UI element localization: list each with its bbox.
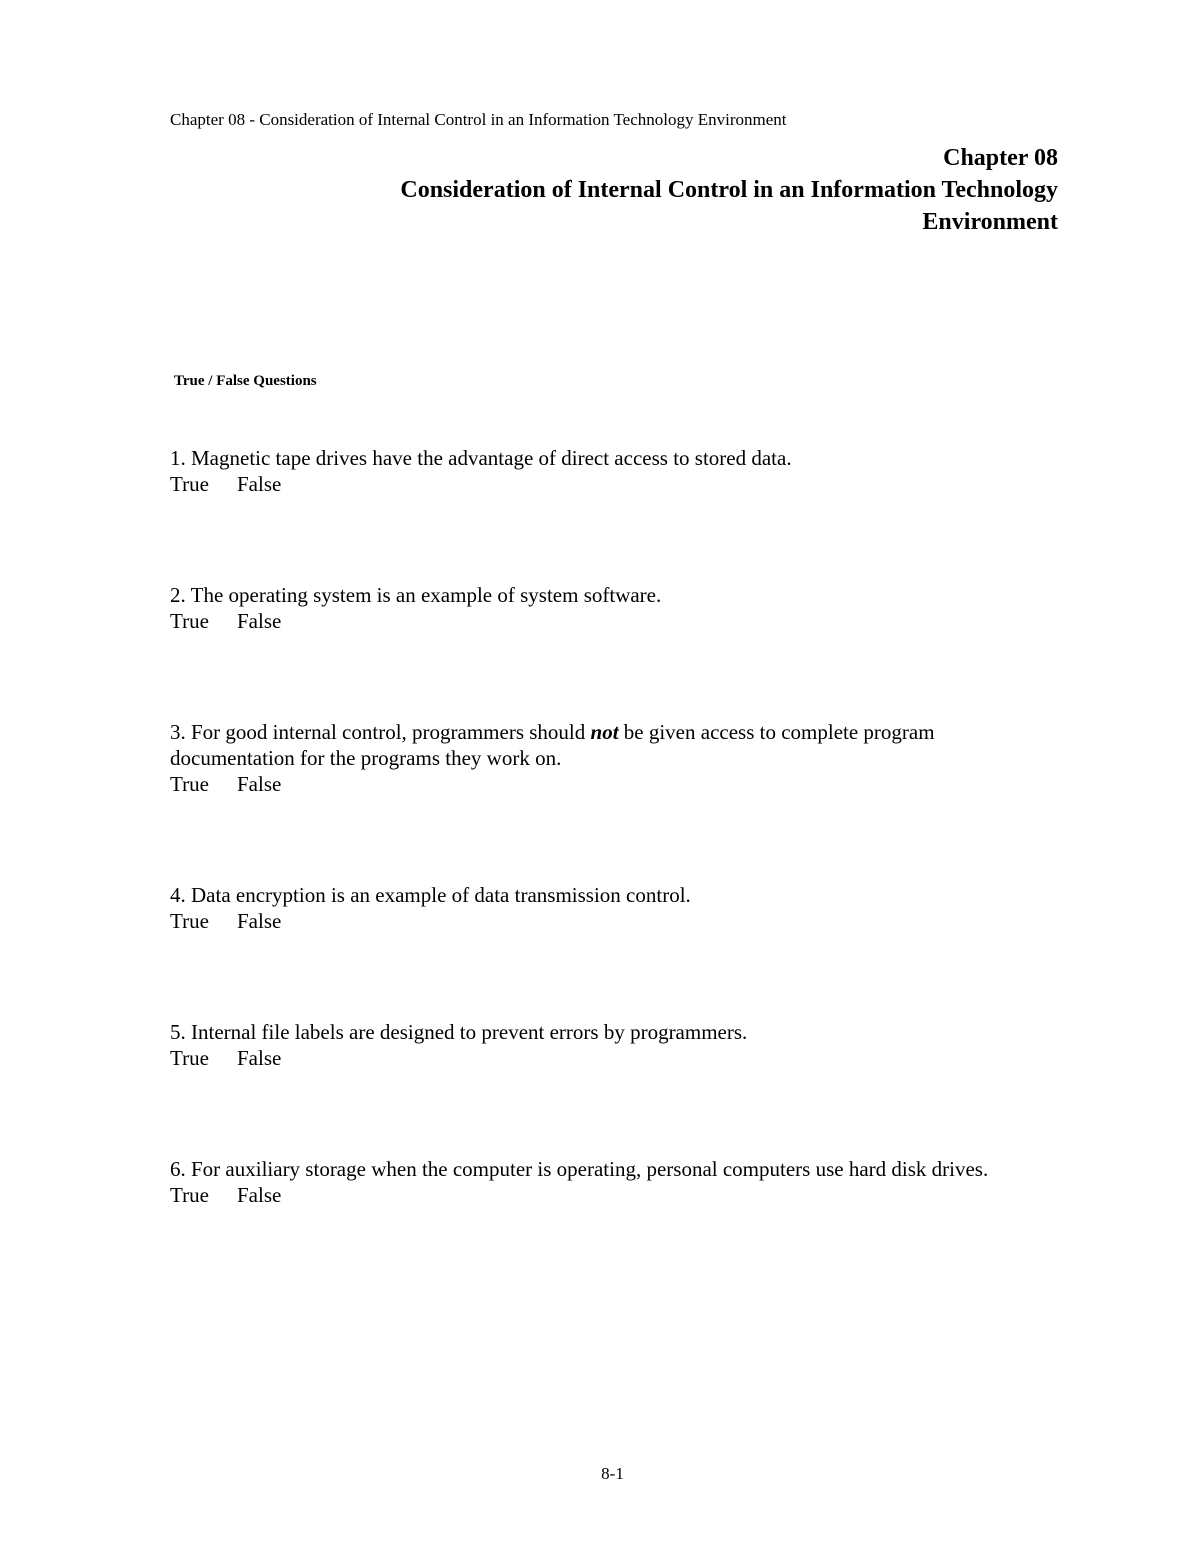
emphasis-not: not (590, 720, 619, 744)
option-false: False (237, 609, 282, 633)
option-true: True (170, 609, 209, 633)
question-text: 2. The operating system is an example of system software. (170, 583, 662, 607)
answer-options (170, 1045, 1050, 1071)
chapter-title-line: Chapter 08 (943, 145, 1058, 171)
answer-options (170, 771, 1050, 797)
option-false: False (237, 472, 282, 496)
option-true: True (170, 472, 209, 496)
question-3 (170, 719, 1050, 797)
chapter-title-line: Consideration of Internal Control in an Information Technology (400, 177, 1058, 203)
chapter-title-line: Environment (922, 209, 1058, 235)
option-true: True (170, 1183, 209, 1207)
page-number: 8-1 (601, 1464, 624, 1483)
option-true: True (170, 772, 209, 796)
answer-options (170, 908, 1050, 934)
question-text: 5. Internal file labels are designed to prevent errors by programmers. (170, 1020, 748, 1044)
question-text-part: be given access to complete program documentation for the programs they work on. (170, 720, 935, 770)
option-false: False (237, 909, 282, 933)
question-1 (170, 445, 1050, 497)
chapter-title (258, 142, 1058, 238)
answer-options (170, 608, 1050, 634)
question-text: 4. Data encryption is an example of data transmission control. (170, 883, 691, 907)
option-false: False (237, 1046, 282, 1070)
option-true: True (170, 1046, 209, 1070)
question-5 (170, 1019, 1050, 1071)
option-true: True (170, 909, 209, 933)
question-4 (170, 882, 1050, 934)
option-false: False (237, 1183, 282, 1207)
running-header: Chapter 08 - Consideration of Internal Control in an Information Technology Environment (170, 110, 787, 129)
question-6 (170, 1156, 1050, 1208)
section-heading: True / False Questions (174, 373, 317, 389)
answer-options (170, 471, 1050, 497)
question-text: 1. Magnetic tape drives have the advantage of direct access to stored data. (170, 446, 792, 470)
question-text (170, 719, 1050, 771)
question-2 (170, 582, 1050, 634)
answer-options (170, 1182, 1050, 1208)
question-text: 6. For auxiliary storage when the computer is operating, personal computers use hard disk drives. (170, 1157, 989, 1181)
option-false: False (237, 772, 282, 796)
question-text-part: 3. For good internal control, programmers should (170, 720, 591, 744)
